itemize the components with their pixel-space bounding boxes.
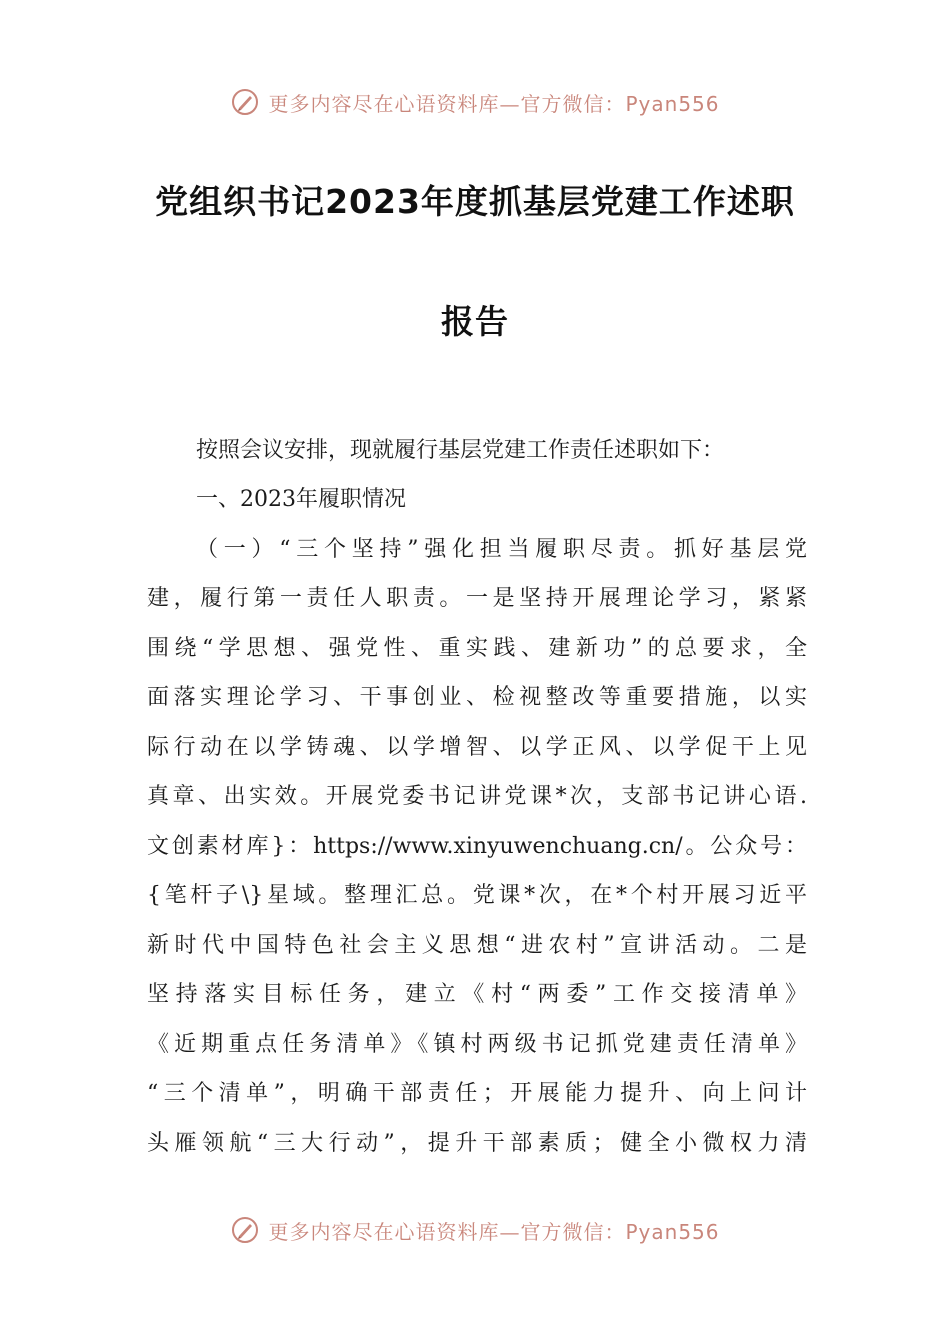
body-line: 际行动在以学铸魂、以学增智、以学正风、以学促干上见 bbox=[147, 735, 807, 760]
body-line: （一）“三个坚持”强化担当履职尽责。抓好基层党 bbox=[196, 537, 807, 562]
body-line: 文创素材库}：https://www.xinyuwenchuang.cn/。公众号： bbox=[147, 834, 807, 859]
document-title-line-2: 报告 bbox=[441, 302, 509, 341]
body-line: 围绕“学思想、强党性、重实践、建新功”的总要求，全 bbox=[147, 636, 807, 661]
body-line: {笔杆子\}星域。整理汇总。党课*次，在*个村开展习近平 bbox=[147, 883, 807, 908]
body-line: 真章、出实效。开展党委书记讲党课*次，支部书记讲心语. bbox=[147, 784, 807, 809]
body-line: “三个清单”，明确干部责任；开展能力提升、向上问计 bbox=[147, 1081, 807, 1106]
pen-logo-icon bbox=[230, 1215, 260, 1245]
pen-logo-icon bbox=[230, 87, 260, 117]
section-heading: 一、2023年履职情况 bbox=[196, 487, 406, 512]
watermark-footer bbox=[0, 1210, 950, 1250]
paragraph-intro: 按照会议安排，现就履行基层党建工作责任述职如下： bbox=[196, 438, 725, 463]
body-line: 头雁领航“三大行动”，提升干部素质；健全小微权力清 bbox=[147, 1131, 807, 1156]
body-line: 建，履行第一责任人职责。一是坚持开展理论学习，紧紧 bbox=[147, 586, 807, 611]
watermark-header bbox=[0, 82, 950, 122]
body-line: 《近期重点任务清单》《镇村两级书记抓党建责任清单》 bbox=[147, 1032, 807, 1057]
body-line: 坚持落实目标任务，建立《村“两委”工作交接清单》 bbox=[147, 982, 807, 1007]
watermark-text: 更多内容尽在心语资料库—官方微信：Pyan556 bbox=[268, 91, 720, 116]
document-title-line-1: 党组织书记2023年度抓基层党建工作述职 bbox=[155, 182, 795, 221]
watermark-text: 更多内容尽在心语资料库—官方微信：Pyan556 bbox=[268, 1219, 720, 1244]
body-line: 新时代中国特色社会主义思想“进农村”宣讲活动。二是 bbox=[147, 933, 807, 958]
body-line: 面落实理论学习、干事创业、检视整改等重要措施，以实 bbox=[147, 685, 807, 710]
